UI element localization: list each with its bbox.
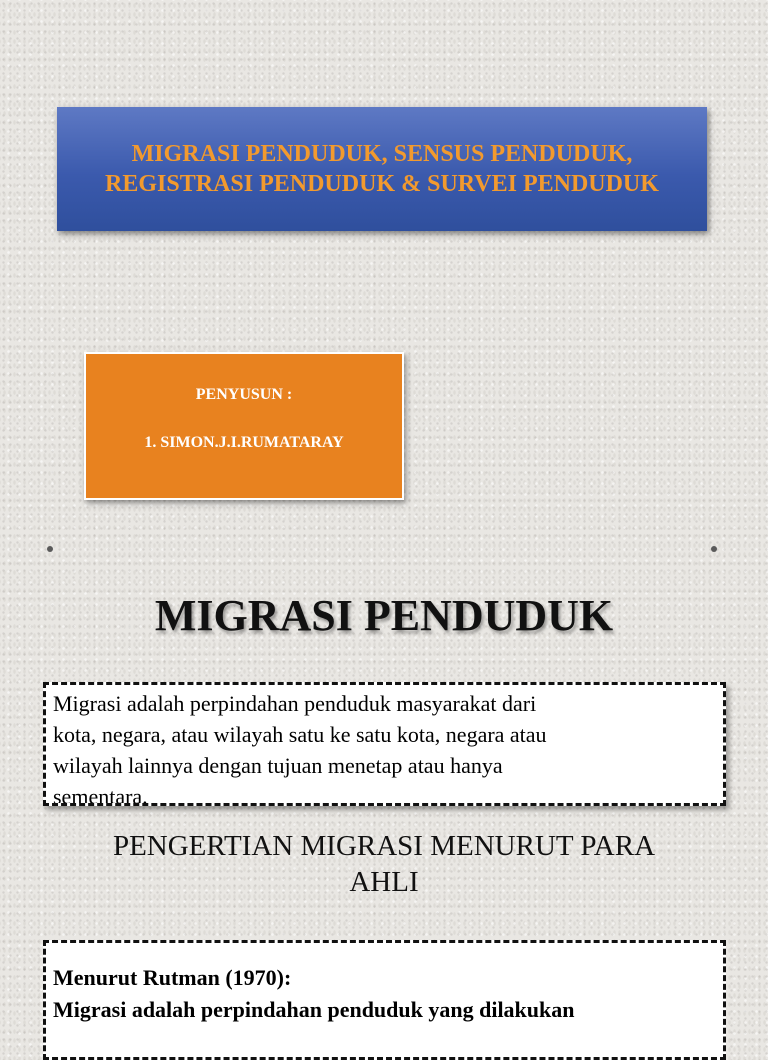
subtitle-line-2: AHLI <box>349 866 419 898</box>
title-line-2: REGISTRASI PENDUDUK & SURVEI PENDUDUK <box>105 171 659 197</box>
subtitle <box>60 828 708 900</box>
subtitle-line-1: PENGERTIAN MIGRASI MENURUT PARA <box>112 830 656 862</box>
bullet-left-icon <box>47 546 53 552</box>
quote-author: Menurut Rutman (1970): <box>53 965 292 990</box>
author-name: 1. SIMON.J.I.RUMATARAY <box>144 434 344 451</box>
author-box <box>84 352 404 500</box>
definition-box <box>43 682 726 806</box>
definition-line-3: wilayah lainnya dengan tujuan menetap atau hanya <box>53 753 503 778</box>
expert-quote-box <box>43 940 726 1060</box>
section-title: MIGRASI PENDUDUK <box>154 591 614 640</box>
definition-line-1: Migrasi adalah perpindahan penduduk masyarakat dari <box>53 691 537 716</box>
definition-text <box>53 688 713 806</box>
bullet-right-icon <box>711 546 717 552</box>
definition-line-4: sementara. <box>53 784 148 806</box>
title-banner <box>57 107 707 231</box>
quote-text: Migrasi adalah perpindahan penduduk yang dilakukan <box>53 997 575 1022</box>
definition-line-2: kota, negara, atau wilayah satu ke satu kota, negara atau <box>53 722 547 747</box>
title-line-1: MIGRASI PENDUDUK, SENSUS PENDUDUK, <box>131 141 633 167</box>
author-label: PENYUSUN : <box>195 386 293 403</box>
